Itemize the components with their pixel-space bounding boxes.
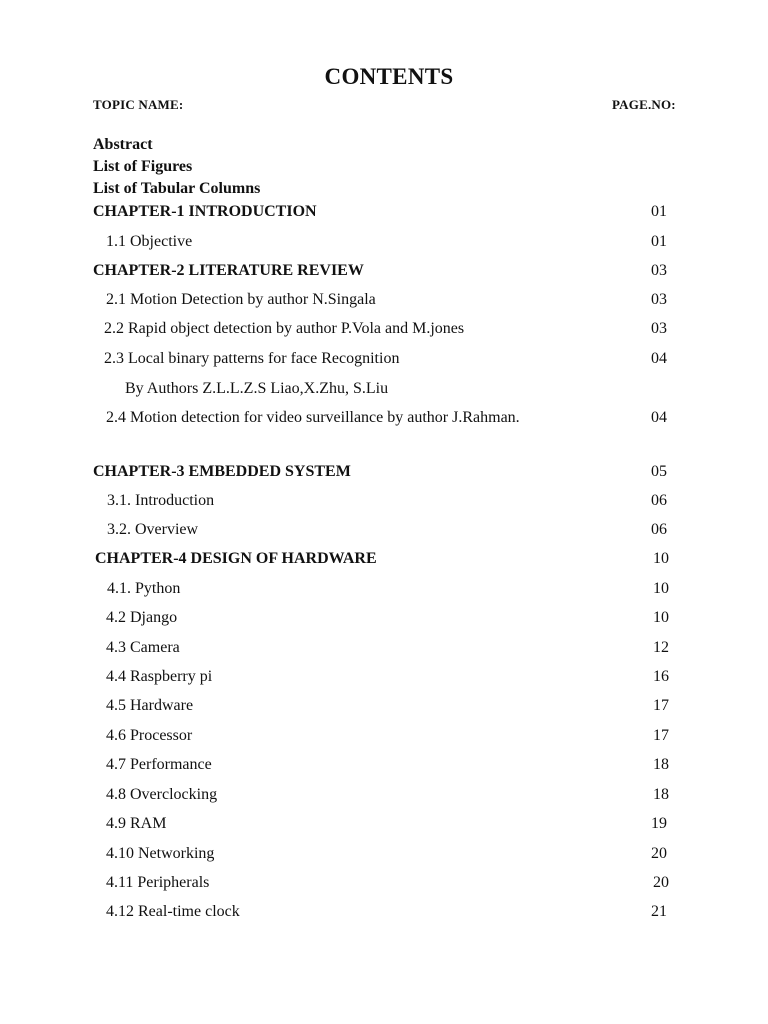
toc-page-number: 16 xyxy=(653,668,669,685)
toc-section-4-2 xyxy=(0,606,768,630)
toc-section-4-9 xyxy=(0,812,768,836)
toc-section-4-4 xyxy=(0,665,768,689)
toc-section-4-8 xyxy=(0,783,768,807)
toc-entry-text: CHAPTER-3 EMBEDDED SYSTEM xyxy=(93,463,351,480)
toc-section-4-5 xyxy=(0,694,768,718)
toc-chapter-2 xyxy=(0,259,768,283)
toc-section-4-6 xyxy=(0,724,768,748)
toc-page-number: 05 xyxy=(651,463,667,480)
toc-page-number: 10 xyxy=(653,609,669,626)
toc-entry-text: List of Tabular Columns xyxy=(93,180,261,197)
toc-entry-abstract xyxy=(0,133,768,157)
toc-page-number: 04 xyxy=(651,409,667,426)
toc-entry-list-of-figures xyxy=(0,155,768,179)
toc-section-4-7 xyxy=(0,753,768,777)
toc-entry-text: 4.3 Camera xyxy=(106,639,180,656)
toc-section-1-1 xyxy=(0,230,768,254)
toc-page-number: 20 xyxy=(653,874,669,891)
toc-page-number: 12 xyxy=(653,639,669,656)
toc-entry-text: 4.6 Processor xyxy=(106,727,193,744)
toc-page-number: 03 xyxy=(651,262,667,279)
toc-section-4-3 xyxy=(0,636,768,660)
toc-page-number: 20 xyxy=(651,845,667,862)
toc-section-4-10 xyxy=(0,842,768,866)
toc-page-number: 10 xyxy=(653,550,669,567)
toc-page-number: 06 xyxy=(651,521,667,538)
toc-page-number: 03 xyxy=(651,320,667,337)
toc-chapter-3 xyxy=(0,460,768,484)
page-title: CONTENTS xyxy=(324,64,454,89)
topic-name-header: TOPIC NAME: xyxy=(93,97,184,112)
toc-entry-text: 2.4 Motion detection for video surveillance by author J.Rahman. xyxy=(106,409,520,426)
toc-page-number: 03 xyxy=(651,291,667,308)
toc-page-number: 01 xyxy=(651,233,667,250)
toc-chapter-4 xyxy=(0,547,768,571)
toc-entry-text: 4.11 Peripherals xyxy=(106,874,210,891)
toc-entry-text: 2.3 Local binary patterns for face Recognition xyxy=(104,350,400,367)
toc-entry-text: 4.2 Django xyxy=(106,609,178,626)
toc-page-number: 06 xyxy=(651,492,667,509)
toc-page-number: 17 xyxy=(653,697,669,714)
toc-entry-text: 4.7 Performance xyxy=(106,756,212,773)
toc-entry-text: 4.9 RAM xyxy=(106,815,167,832)
page-number-header: PAGE.NO: xyxy=(612,97,676,112)
toc-entry-text: 1.1 Objective xyxy=(106,233,193,250)
toc-entry-text: 4.10 Networking xyxy=(106,845,215,862)
toc-entry-text: CHAPTER-4 DESIGN OF HARDWARE xyxy=(95,550,377,567)
toc-section-4-1 xyxy=(0,577,768,601)
toc-page-number: 04 xyxy=(651,350,667,367)
toc-entry-text: By Authors Z.L.L.Z.S Liao,X.Zhu, S.Liu xyxy=(125,380,389,397)
toc-page-number: 19 xyxy=(651,815,667,832)
toc-entry-text: CHAPTER-2 LITERATURE REVIEW xyxy=(93,262,364,279)
toc-section-4-11 xyxy=(0,871,768,895)
toc-entry-text: Abstract xyxy=(93,136,153,153)
toc-page-number: 10 xyxy=(653,580,669,597)
toc-page-number: 18 xyxy=(653,756,669,773)
toc-entry-text: 4.8 Overclocking xyxy=(106,786,218,803)
toc-entry-text: CHAPTER-1 INTRODUCTION xyxy=(93,203,317,220)
toc-page-number: 21 xyxy=(651,903,667,920)
toc-entry-text: 4.12 Real-time clock xyxy=(106,903,240,920)
toc-entry-list-of-tabular-columns xyxy=(0,177,768,201)
toc-entry-text: List of Figures xyxy=(93,158,193,175)
toc-entry-text: 3.2. Overview xyxy=(107,521,199,538)
toc-section-2-1 xyxy=(0,288,768,312)
toc-entry-text: 3.1. Introduction xyxy=(107,492,215,509)
toc-chapter-1 xyxy=(0,200,768,224)
toc-section-2-4 xyxy=(0,406,768,430)
toc-section-2-3 xyxy=(0,347,768,371)
toc-entry-text: 2.2 Rapid object detection by author P.Vola and M.jones xyxy=(104,320,465,337)
toc-section-2-3-authors xyxy=(0,377,768,401)
toc-section-3-2 xyxy=(0,518,768,542)
toc-entry-text: 4.1. Python xyxy=(107,580,181,597)
toc-page-number: 01 xyxy=(651,203,667,220)
toc-entry-text: 4.4 Raspberry pi xyxy=(106,668,213,685)
toc-entry-text: 4.5 Hardware xyxy=(106,697,194,714)
toc-entry-text: 2.1 Motion Detection by author N.Singala xyxy=(106,291,376,308)
toc-section-3-1 xyxy=(0,489,768,513)
toc-page-number: 17 xyxy=(653,727,669,744)
toc-section-4-12 xyxy=(0,900,768,924)
toc-page-number: 18 xyxy=(653,786,669,803)
toc-section-2-2 xyxy=(0,317,768,341)
